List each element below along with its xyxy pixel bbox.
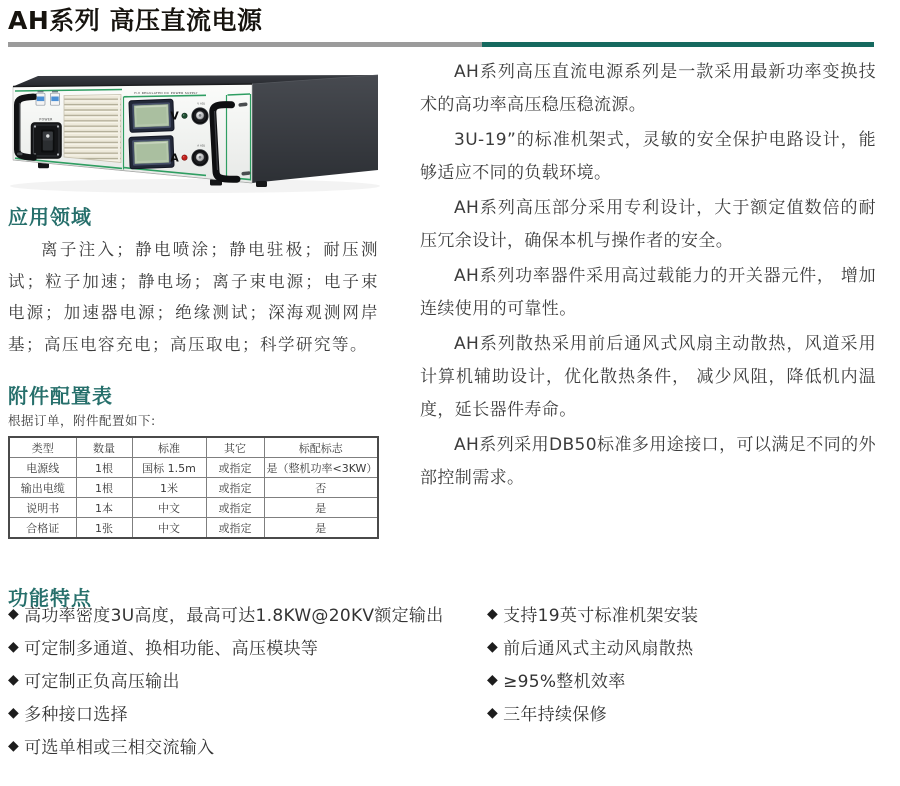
- features-list-left: [8, 597, 444, 762]
- intro-paragraph: AH系列散热采用前后通风式风扇主动散热，风道采用计算机辅助设计，优化散热条件， 减少风阻，降低机内温度，延长器件寿命。: [420, 334, 876, 420]
- panel-model-text: H.V REGULATED DC POWER SUPPLY: [134, 90, 198, 95]
- intro-paragraph: AH系列高压部分采用专利设计，大于额定值数倍的耐压冗余设计，确保本机与操作者的安全。: [420, 198, 876, 251]
- table-cell: 中文: [132, 518, 206, 539]
- voltage-knob: [192, 108, 208, 124]
- feature-item: [8, 696, 444, 729]
- feature-text: 多种接口选择: [24, 705, 128, 725]
- current-knob-label: A ADJ: [197, 143, 205, 148]
- table-cell: 1张: [76, 518, 132, 539]
- divider-gray-segment: [8, 42, 482, 47]
- feature-item: [487, 630, 698, 663]
- feature-text: 前后通风式主动风扇散热: [503, 639, 694, 659]
- diamond-bullet-icon: ◆: [8, 638, 20, 655]
- table-cell: 是（整机功率<3KW）: [264, 458, 378, 478]
- table-cell: 1根: [76, 458, 132, 478]
- divider-teal-segment: [482, 42, 874, 47]
- features-heading: 功能特点: [8, 586, 92, 610]
- feature-text: 三年持续保修: [503, 705, 607, 725]
- feature-text: 高功率密度3U高度，最高可达1.8KW@20KV额定输出: [24, 606, 444, 626]
- table-cell: 国标 1.5m: [132, 458, 206, 478]
- feature-text: 可选单相或三相交流输入: [24, 738, 215, 758]
- feature-item: [8, 663, 444, 696]
- intro-paragraph: AH系列采用DB50标准多用途接口，可以满足不同的外部控制需求。: [420, 435, 876, 488]
- table-header-cell: 标准: [132, 437, 206, 458]
- feature-text: ≥95%整机效率: [503, 672, 626, 692]
- feature-text: 可定制正负高压输出: [24, 672, 180, 692]
- feature-item: [8, 630, 444, 663]
- voltage-led: [182, 113, 187, 118]
- table-cell: 合格证: [9, 518, 76, 539]
- table-cell: 或指定: [206, 498, 264, 518]
- device-foot: [256, 181, 267, 187]
- current-knob: [192, 150, 208, 166]
- accessories-table: [8, 436, 379, 539]
- table-header-cell: 数量: [76, 437, 132, 458]
- table-cell: 1米: [132, 478, 206, 498]
- table-row: [9, 458, 378, 478]
- diamond-bullet-icon: ◆: [8, 605, 20, 622]
- intro-section: [420, 56, 876, 497]
- intro-paragraph: AH系列功率器件采用高过载能力的开关器元件， 增加连续使用的可靠性。: [420, 266, 876, 319]
- feature-item: [487, 663, 698, 696]
- table-cell: 输出电缆: [9, 478, 76, 498]
- current-meter-label: A: [170, 151, 179, 165]
- table-cell: 或指定: [206, 458, 264, 478]
- voltage-meter-label: V: [170, 109, 179, 123]
- device-side-face: [252, 75, 378, 183]
- table-row: [9, 478, 378, 498]
- power-switch-label: POWER: [39, 117, 53, 122]
- table-cell: 中文: [132, 498, 206, 518]
- diamond-bullet-icon: ◆: [8, 704, 20, 721]
- table-header-cell: 其它: [206, 437, 264, 458]
- table-cell: 是: [264, 518, 378, 539]
- diamond-bullet-icon: ◆: [487, 671, 499, 688]
- feature-item: [487, 597, 698, 630]
- diamond-bullet-icon: ◆: [487, 704, 499, 721]
- table-header-row: [9, 437, 378, 458]
- current-display: [129, 136, 174, 169]
- table-cell: 电源线: [9, 458, 76, 478]
- voltage-display: [129, 99, 174, 132]
- vent-grille: [64, 95, 121, 163]
- table-cell: 1本: [76, 498, 132, 518]
- feature-text: 支持19英寸标准机架安装: [503, 606, 699, 626]
- voltage-knob-label: V ADJ: [197, 101, 205, 106]
- feature-item: [8, 597, 444, 630]
- application-text: 离子注入；静电喷涂；静电驻极；耐压测试；粒子加速；静电场；离子束电源；电子束电源；加速器电源；绝缘测试；深海观测网岸基；高压电容充电；高压取电；科学研究等。: [8, 240, 379, 354]
- diamond-bullet-icon: ◆: [8, 737, 20, 754]
- diamond-bullet-icon: ◆: [8, 671, 20, 688]
- features-list-right: [487, 597, 698, 729]
- table-cell: 是: [264, 498, 378, 518]
- accessories-note: 根据订单，附件配置如下:: [8, 413, 156, 428]
- page-title: AH系列 高压直流电源: [8, 6, 263, 35]
- table-row: [9, 518, 378, 539]
- table-cell: 或指定: [206, 518, 264, 539]
- table-cell: 1根: [76, 478, 132, 498]
- intro-paragraph: AH系列高压直流电源系列是一款采用最新功率变换技术的高功率高压稳压稳流源。: [420, 62, 876, 115]
- feature-text: 可定制多通道、换相功能、高压模块等: [24, 639, 319, 659]
- product-photo: [0, 55, 400, 203]
- table-row: [9, 498, 378, 518]
- feature-item: [487, 696, 698, 729]
- table-cell: 说明书: [9, 498, 76, 518]
- device-shadow: [10, 179, 380, 193]
- diamond-bullet-icon: ◆: [487, 638, 499, 655]
- table-header-cell: 标配标志: [264, 437, 378, 458]
- feature-item: [8, 729, 444, 762]
- current-led: [182, 155, 187, 160]
- diamond-bullet-icon: ◆: [487, 605, 499, 622]
- accessories-heading: 附件配置表: [8, 384, 113, 408]
- table-cell: 或指定: [206, 478, 264, 498]
- intro-paragraph: 3U-19”的标准机架式，灵敏的安全保护电路设计，能够适应不同的负载环境。: [420, 130, 876, 183]
- application-heading: 应用领域: [8, 205, 92, 229]
- power-switch: [31, 123, 62, 159]
- table-cell: 否: [264, 478, 378, 498]
- title-divider: [8, 42, 874, 47]
- table-header-cell: 类型: [9, 437, 76, 458]
